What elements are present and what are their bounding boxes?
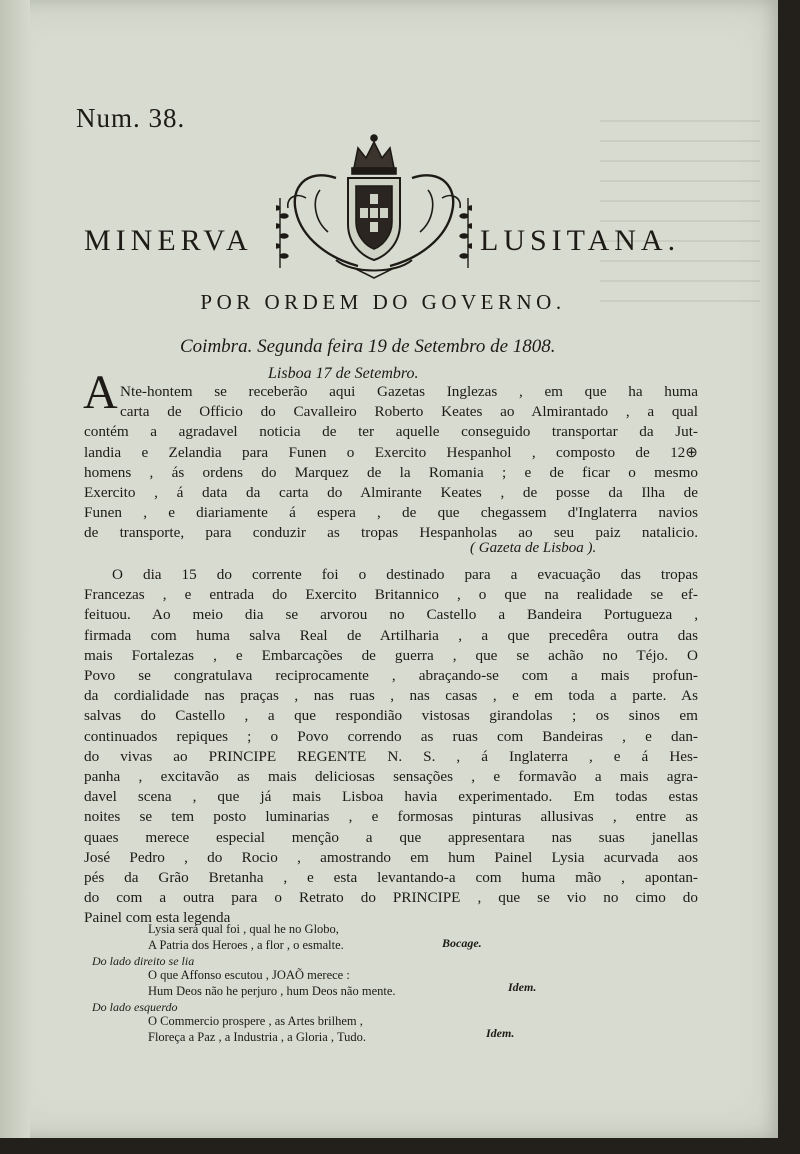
text-line: quaes merece especial menção a que appresentara nas suas janellas — [84, 828, 698, 846]
text-line: continuados repiques ; o Povo correndo as ruas com Bandeiras , e dan- — [84, 727, 698, 745]
text-line: do vivas ao PRINCIPE REGENTE N. S. , á Inglaterra , e á Hes- — [84, 747, 698, 765]
scan-background-bottom — [0, 1138, 800, 1154]
masthead-title-right: LUSITANA. — [480, 224, 681, 257]
text-line: O dia 15 do corrente foi o destinado para a evacuação das tropas — [112, 566, 698, 583]
text-line: mais Fortalezas , e Embarcações de guerra , que se achão no Téjo. O — [84, 646, 698, 664]
article-place-date: Lisboa 17 de Setembro. — [268, 365, 419, 382]
text-line: pés da Grão Bretanha , e esta levantando-a com huma mão , apontan- — [84, 869, 698, 887]
verse-line: O Commercio prospere , as Artes brilhem , — [148, 1014, 363, 1028]
article-citation: ( Gazeta de Lisboa ). — [470, 540, 597, 556]
text-line: Povo se congratulava reciprocamente , abraçando-se com a mais profun- — [84, 667, 698, 685]
masthead-subtitle: POR ORDEM DO GOVERNO. — [200, 290, 566, 314]
text-line: Francezas , e entrada do Exercito Britannico , o que na realidade se ef- — [84, 586, 698, 604]
text-line: noites se tem posto luminarias , e formosas pinturas allusivas , entre as — [84, 808, 698, 826]
masthead-title-left: MINERVA — [84, 224, 253, 257]
text-line: carta de Officio do Cavalleiro Roberto Keates ao Almirantado , a qual — [120, 403, 698, 421]
dateline: Coimbra. Segunda feira 19 de Setembro de 1808. — [180, 336, 556, 357]
verse-line: A Patria dos Heroes , a flor , o esmalte. — [148, 938, 344, 952]
text-line: homens , ás ordens do Marquez de la Romania ; e de ficar o mesmo — [84, 463, 698, 481]
text-line: salvas do Castello , a que respondião vistosas girandolas ; os sinos em — [84, 707, 698, 725]
text-line: do com a outra para o Retrato do PRINCIPE , que se vio no cimo do — [84, 889, 698, 907]
issue-number: Num. 38. — [76, 103, 186, 133]
text-line: Nte-hontem se receberão aqui Gazetas Inglezas , em que ha huma — [120, 383, 698, 400]
text-line: de transporte, para conduzir as tropas Hespanholas ao seu paiz natalicio. — [84, 524, 698, 542]
show-through-text — [600, 120, 760, 320]
text-line: firmada com huma salva Real de Artilharia , a que precedêra outra das — [84, 626, 698, 644]
text-line: feituou. Ao meio dia se arvorou no Castello a Bandeira Portugueza , — [84, 606, 698, 624]
verse-line: Floreça a Paz , a Industria , a Gloria , Tudo. — [148, 1030, 367, 1044]
text-line: davel scena , que já mais Lisboa havia experimentado. Em todas estas — [84, 788, 698, 806]
drop-cap: A — [83, 366, 118, 419]
verse-line: Lysia será qual foi , qual he no Globo, — [148, 922, 339, 936]
text-line: Painel com esta legenda — [84, 909, 231, 927]
text-line: Exercito , á data da carta do Almirante Keates , de posse da Ilha de — [84, 484, 698, 502]
page-gutter — [0, 0, 30, 1138]
text-line: da cordialidade nas praças , nas ruas , nas casas , e em toda a parte. As — [84, 687, 698, 705]
verse-attribution: Bocage. — [442, 936, 482, 950]
verse-attribution: Idem. — [486, 1026, 515, 1040]
article-1-body — [84, 382, 698, 544]
legend-label: Do lado direito se lia — [92, 954, 195, 968]
scan-background-right — [778, 0, 800, 1154]
verse-attribution: Idem. — [508, 980, 537, 994]
royal-arms-crest-icon — [276, 128, 472, 280]
text-line: contém a agradavel noticia de ter aquelle conseguido transportar da Jut- — [84, 423, 698, 441]
text-line: panha , excitavão as mais deliciosas sensações , e formavão a mais agra- — [84, 768, 698, 786]
text-line: landia e Zelandia para Funen o Exercito Hespanhol , composto de 12⊕ — [84, 443, 698, 461]
verse-line: O que Affonso escutou , JOAÕ merece : — [148, 968, 350, 982]
text-line: Funen , e diariamente á espera , de que chegassem d'Inglaterra navios — [84, 504, 698, 522]
verse-line: Hum Deos não he perjuro , hum Deos não mente. — [148, 984, 396, 998]
text-line: José Pedro , do Rocio , amostrando em hum Painel Lysia acurvada aos — [84, 848, 698, 866]
legend-label: Do lado esquerdo — [92, 1000, 178, 1014]
article-2-body — [84, 565, 698, 929]
